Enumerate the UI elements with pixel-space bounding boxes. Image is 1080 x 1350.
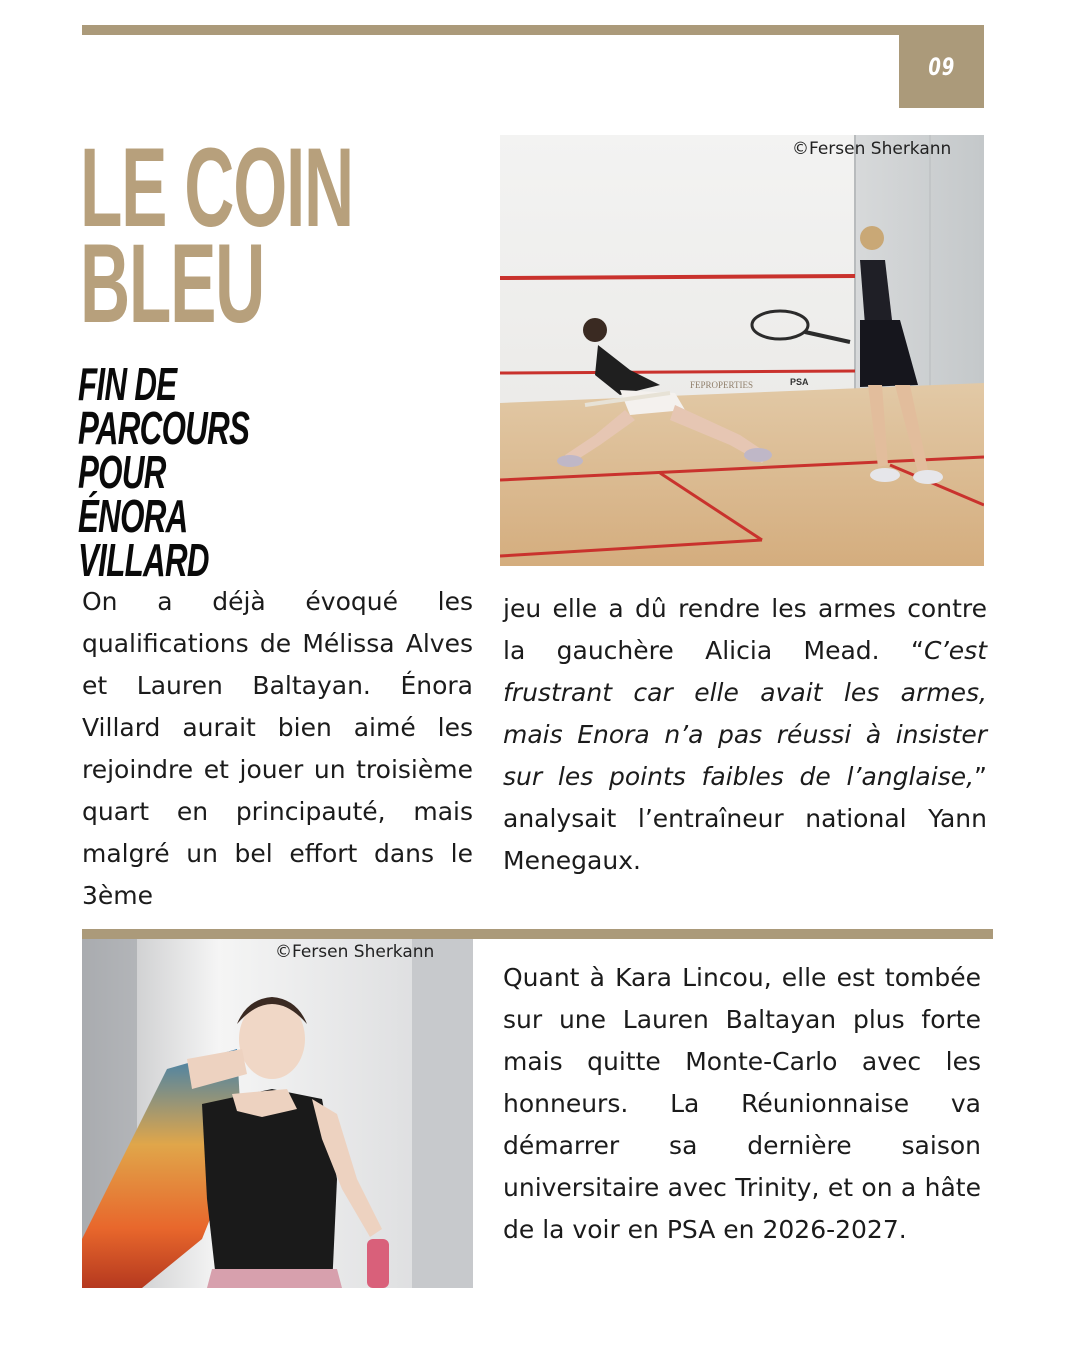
page-number-box bbox=[899, 25, 984, 108]
player-portrait-photo bbox=[82, 939, 473, 1288]
page-title: LE COIN BLEU bbox=[80, 125, 353, 346]
photo-credit-bottom: ©Fersen Sherkann bbox=[275, 942, 435, 962]
article-column-1: On a déjà évoqué les qualifications de Mélissa Alves et Lauren Baltayan. Énora Villard aurait bien aimé les rejoindre et jouer un troisième quart en principauté, mais malgré un bel effort dans le 3ème bbox=[82, 587, 473, 910]
column-2-tail: ” analysait l’entraîneur national Yann Menegaux. bbox=[503, 762, 987, 875]
article-column-2 bbox=[503, 588, 987, 882]
page-number: 09 bbox=[928, 52, 955, 81]
column-2-lead: jeu elle a dû rendre les armes contre la gauchère Alicia Mead. “ bbox=[503, 594, 987, 665]
psa-logo-text: PSA bbox=[790, 377, 809, 387]
section-divider bbox=[82, 929, 993, 939]
squash-match-photo bbox=[500, 135, 984, 566]
sponsor-board-text: FEPROPERTIES bbox=[690, 380, 753, 390]
photo-credit-top: ©Fersen Sherkann bbox=[792, 139, 952, 159]
coach-quote: C’est frustrant car elle avait les armes, mais Enora n’a pas réussi à insister sur les points faibles de l’anglaise, bbox=[503, 636, 987, 791]
top-rule bbox=[82, 25, 984, 35]
article-column-3: Quant à Kara Lincou, elle est tombée sur une Lauren Baltayan plus forte mais quitte Monte-Carlo avec les honneurs. La Réunionnaise va démarrer sa dernière saison universitaire avec Trinity, et on a hâte de la voir en PSA en 2026-2027. bbox=[503, 963, 981, 1244]
article-subtitle: FIN DE PARCOURS POUR ÉNORA VILLARD bbox=[78, 358, 250, 586]
